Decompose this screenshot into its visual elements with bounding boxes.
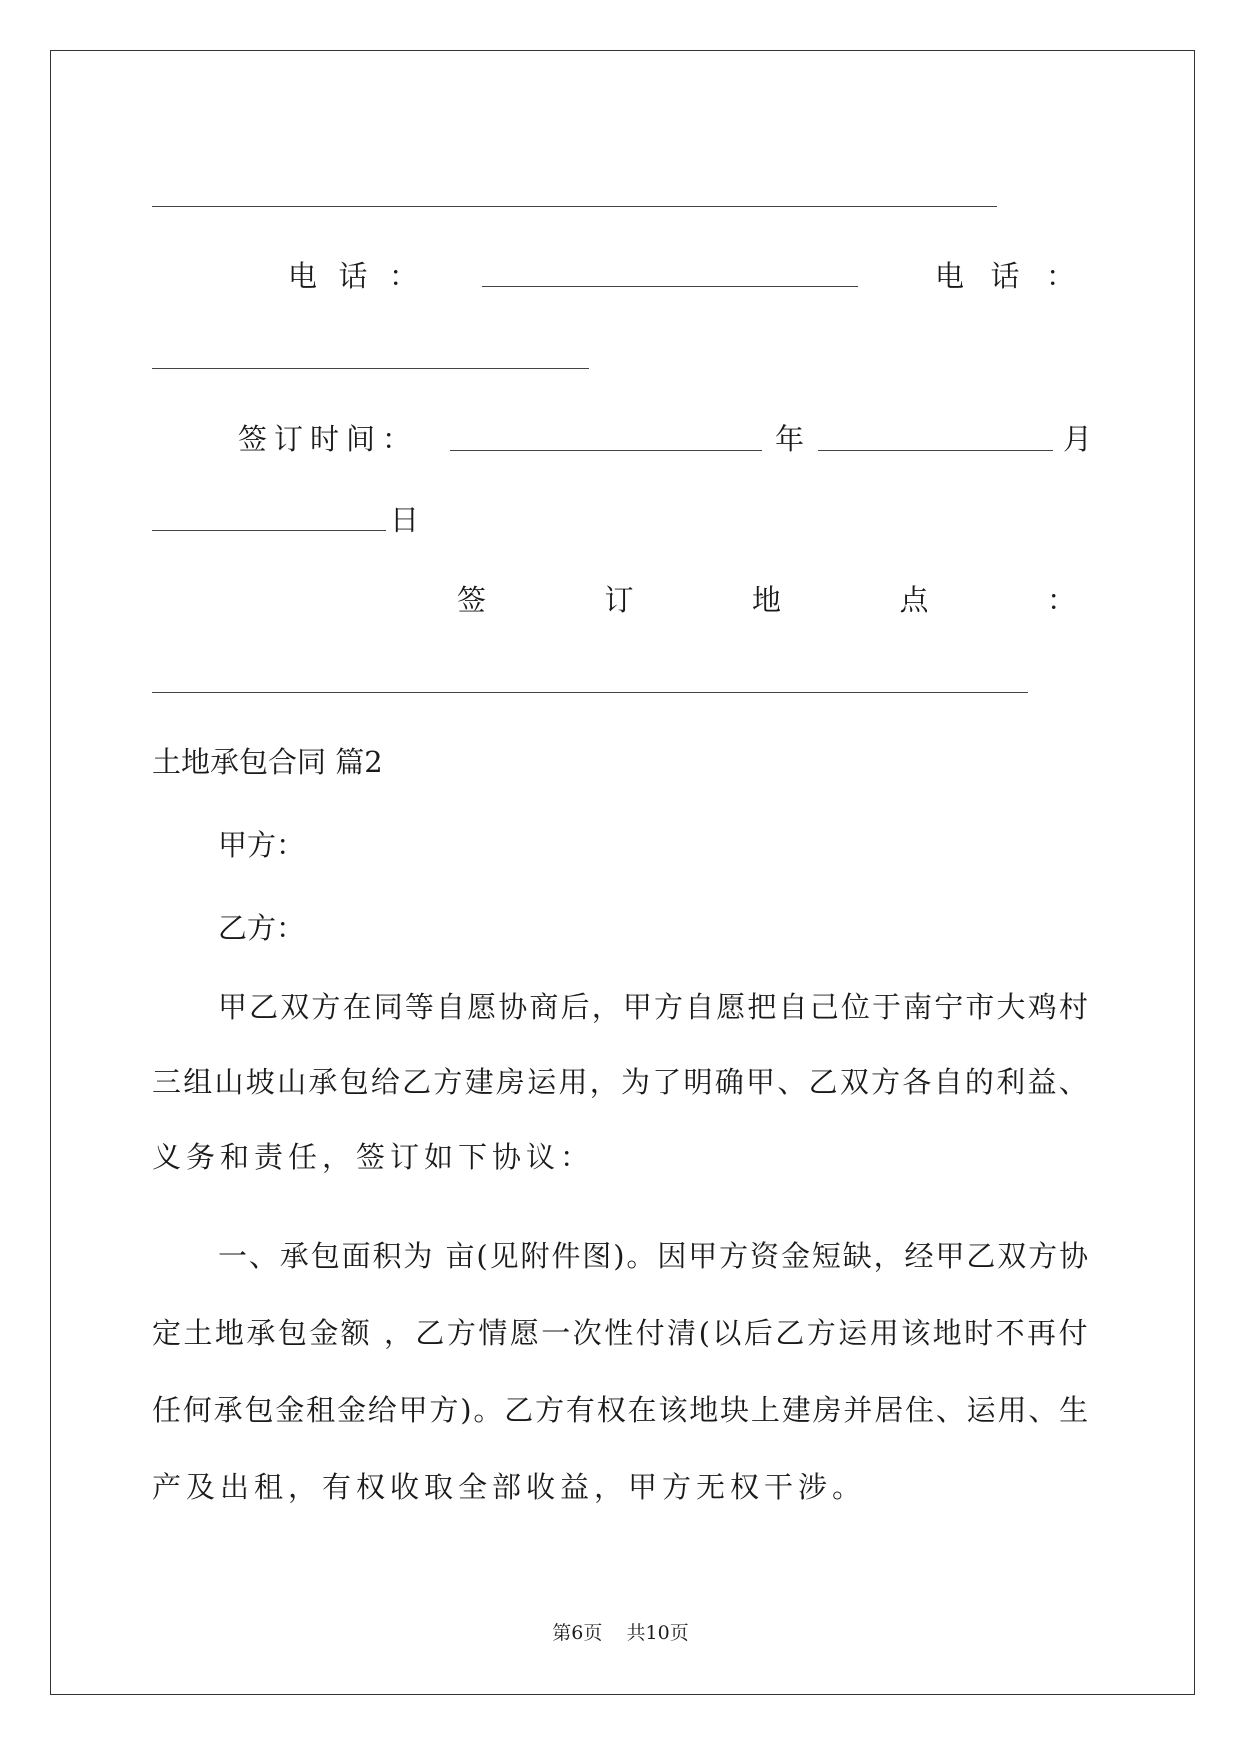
page-border: [50, 50, 1195, 1695]
phone-label-char: ：: [1045, 259, 1075, 293]
phone-field-right[interactable]: [152, 368, 589, 369]
sign-place-char: ：: [1046, 583, 1076, 617]
sign-time-year-unit: 年: [775, 422, 805, 456]
phone-label-char: 话: [338, 259, 368, 293]
phone-label-char: 电: [935, 259, 965, 293]
paragraph-line: 任何承包金租金给甲方)。乙方有权在该地块上建房并居住、运用、生: [152, 1393, 1090, 1427]
sign-place-char: 签: [457, 583, 487, 617]
blank-line-top: [152, 206, 997, 207]
sign-time-label: 签订时间：: [238, 422, 419, 456]
phone-label-char: ：: [388, 259, 418, 293]
party-b-label: 乙方：: [218, 911, 306, 945]
sign-time-day-field[interactable]: [152, 530, 386, 531]
paragraph-line: 一、承包面积为 亩(见附件图)。因甲方资金短缺，经甲乙双方协: [218, 1239, 1090, 1273]
phone-field-left[interactable]: [482, 286, 858, 287]
paragraph-line: 三组山坡山承包给乙方建房运用，为了明确甲、乙双方各自的利益、: [152, 1065, 1090, 1099]
sign-place-label: [457, 583, 1076, 617]
sign-place-char: 点: [899, 583, 929, 617]
phone-label-char: 电: [288, 259, 318, 293]
paragraph-line: 产及出租，有权收取全部收益，甲方无权干涉。: [152, 1470, 867, 1504]
paragraph-line: 定土地承包金额 ，乙方情愿一次性付清(以后乙方运用该地时不再付: [152, 1316, 1090, 1350]
sign-time-year-field[interactable]: [450, 450, 762, 451]
sign-place-char: 订: [604, 583, 634, 617]
sign-time-month-field[interactable]: [818, 450, 1053, 451]
page-footer: [0, 1624, 1241, 1643]
sign-time-month-unit: 月: [1063, 422, 1093, 456]
section-title: 土地承包合同 篇2: [152, 745, 383, 779]
party-a-label: 甲方：: [218, 828, 306, 862]
phone-label-left: [288, 259, 418, 293]
paragraph-line: 甲乙双方在同等自愿协商后，甲方自愿把自己位于南宁市大鸡村: [218, 990, 1090, 1024]
sign-time-day-unit: 日: [390, 503, 420, 537]
sign-place-field[interactable]: [152, 692, 1028, 693]
paragraph-line: 义务和责任，签订如下协议：: [152, 1140, 595, 1174]
phone-label-right: [935, 259, 1075, 293]
page-total: 共10页: [626, 1622, 689, 1644]
sign-place-char: 地: [751, 583, 781, 617]
page-number: 第6页: [552, 1622, 603, 1644]
phone-label-char: 话: [990, 259, 1020, 293]
